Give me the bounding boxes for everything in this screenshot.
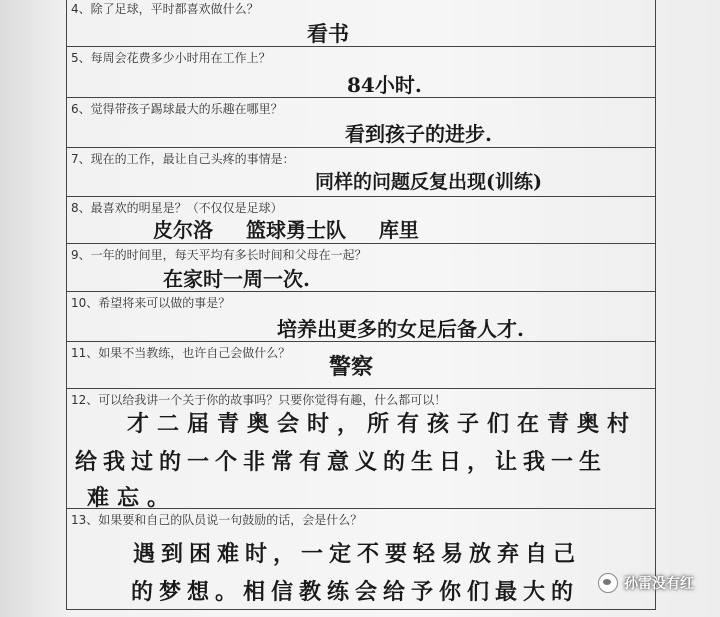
answer-line-1: 才二届青奥会时，所有孩子们在青奥村 <box>127 411 638 437</box>
question-row-8 <box>67 197 655 244</box>
question-row-11 <box>67 342 655 389</box>
answer-handwriting: 培养出更多的女足后备人才. <box>277 317 524 341</box>
answer-handwriting: 84小时. <box>347 73 422 97</box>
answer-line-2: 给我过的一个非常有意义的生日，让我一生 <box>75 449 608 475</box>
answer-line-2: 的梦想。相信教练会给予你们最大的 <box>131 579 580 605</box>
answer-handwriting: 看到孩子的进步. <box>345 122 492 146</box>
question-row-4 <box>67 0 655 47</box>
question-text: 9、一年的时间里，每天平均有多长时间和父母在一起？ <box>71 248 367 262</box>
question-row-13 <box>67 509 655 609</box>
question-text: 4、除了足球，平时都喜欢做什么？ <box>71 2 259 16</box>
question-row-12 <box>67 389 655 509</box>
question-row-9 <box>67 244 655 292</box>
question-text: 5、每周会花费多少小时用在工作上？ <box>71 51 271 65</box>
watermark-text: 孙雷没有红 <box>624 576 694 592</box>
answer-line-3: 难忘。 <box>87 485 178 511</box>
answer-handwriting: 警察 <box>329 354 374 380</box>
question-text: 13、如果要和自己的队员说一句鼓励的话，会是什么？ <box>71 513 363 527</box>
question-row-6 <box>67 98 655 148</box>
watermark <box>598 573 694 593</box>
question-row-7 <box>67 148 655 197</box>
question-row-5 <box>67 47 655 98</box>
question-text: 10、希望将来可以做的事是？ <box>71 296 231 310</box>
question-text: 8、最喜欢的明星是？（不仅仅是足球） <box>71 201 283 215</box>
answer-line-1: 遇到困难时，一定不要轻易放弃自己 <box>133 541 582 567</box>
question-text: 11、如果不当教练，也许自己会做什么？ <box>71 346 291 360</box>
question-text: 6、觉得带孩子踢球最大的乐趣在哪里？ <box>71 102 283 116</box>
question-text: 7、现在的工作，最让自己头疼的事情是： <box>71 152 295 166</box>
answer-handwriting: 在家时一周一次. <box>163 267 310 291</box>
answer-handwriting: 皮尔洛 篮球勇士队 库里 <box>153 218 419 242</box>
questionnaire-form <box>66 0 656 610</box>
answer-handwriting: 看书 <box>307 21 349 46</box>
wechat-icon <box>598 573 618 593</box>
answer-handwriting: 同样的问题反复出现(训练) <box>315 171 542 193</box>
question-row-10 <box>67 292 655 342</box>
question-text: 12、可以给我讲一个关于你的故事吗？只要你觉得有趣，什么都可以！ <box>71 393 447 407</box>
